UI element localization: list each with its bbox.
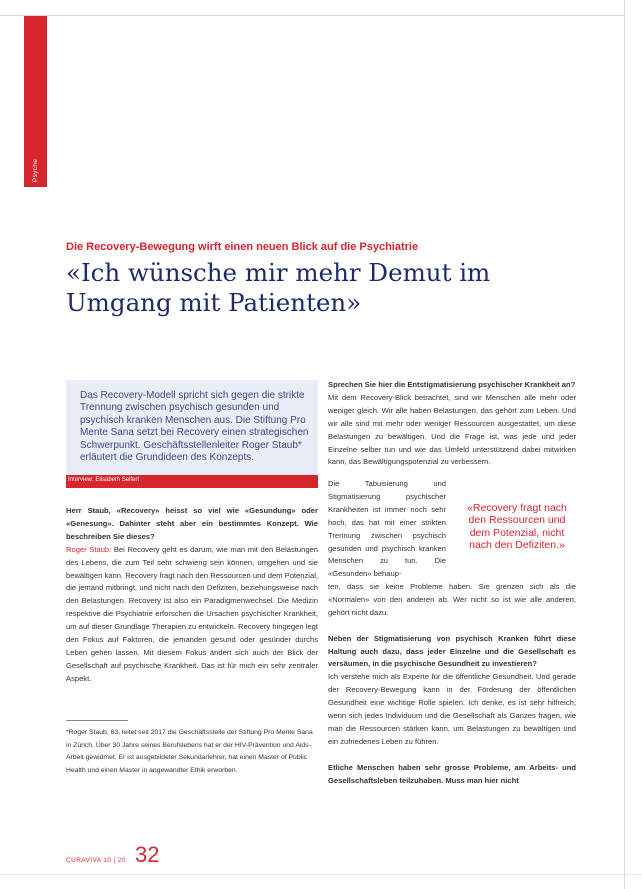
question-3: Neben der Stigmatisierung von psychisch Kranken führt diese Haltung auch dazu, dass jeder Einzelne und die Gesellschaft es versäumen, in die psychische Gesundheit zu investieren? — [328, 633, 576, 669]
page-number: 32 — [135, 842, 160, 867]
section-tab-label: Psyche — [32, 158, 39, 182]
answer-2-top: Mit dem Recovery-Blick betrachtet, sind wir Menschen alle mehr oder weniger gleich. Wir alle haben Belastungen, das gehört zum Leben. Und wir alle sind mit mehr oder weniger Ressourcen ausgestattet, um diese Belastungen zu bewältigen. Und die Frage ist, was jede und jeder Einzelne selber tun und wie das Umfeld unterstützend dabei mitwirken kann, das Bewältigungspotenzial zu verbessern. — [328, 392, 576, 467]
kicker: Die Recovery-Bewegung wirft einen neuen Blick auf die Psychiatrie — [66, 241, 419, 253]
right-column-bottom — [328, 581, 576, 788]
magazine-name: CURAVIVA 10 | 20 — [66, 857, 126, 864]
question-2: Sprechen Sie hier die Entstigmatisierung psychischer Krankheit an? — [328, 380, 576, 389]
footnote: *Roger Staub, 63, leitet seit 2017 die Geschäftsstelle der Stiftung Pro Mente Sana in Zürich. Über 30 Jahre seines Berufslebens hat er der HIV-Prävention und Aids-Arbeit gewidmet. Er ist ausgebildeter Sekundarlehrer, hat einen Master of Public Health und einen Master in angewandter Ethik erworben. — [66, 729, 313, 775]
answer-2-continued: ten, dass sie keine Probleme haben. Sie grenzen sich als die «Normalen» von den anderen ab. Wer nicht so ist wie alle anderen, gehört nicht dazu. — [328, 582, 576, 617]
answer-1: Bei Recovery geht es darum, wie man mit den Belastungen des Lebens, die zum Teil sehr schwierig sein können, umgehen und sie bewältigen kann. Recovery fragt nach den Ressourcen und dem Potenzial, die jemand mitbringt, und nicht nach den Defiziten, beziehungsweise nach den Belastungen. Recovery ist also ein Paradigmenwechsel. Die Medizin respektive die Psychiatrie erforschen die Ursachen psychischer Krankheit, um auf dieser Grundlage Therapien zu entwickeln. Recovery hingegen legt den Fokus auf Faktoren, die jemanden gesund oder gesünder durchs Leben gehen lassen. Mit diesem Fokus ändert sich auch der Blick der Gesellschaft auf psychische Krankheit. Das ist für mich ein sehr zentraler Aspekt. — [66, 544, 318, 683]
question-1: Herr Staub, «Recovery» heisst so viel wie «Gesundung» oder «Genesung». Dahinter steht aber ein bestimmtes Konzept. Wie beschreiben Sie dieses? — [66, 506, 318, 541]
answer-2-narrow: Die Tabuisierung und Stigmatisierung psychischer Krankheiten ist immer noch sehr hoch, das hat mit einer strikten Trennung zwischen psychisch gesunden und psychisch kranken Menschen zu tun. Die «Gesunden» behaup- — [328, 479, 446, 579]
page-title: «Ich wünsche mir mehr Demut im Umgang mit Patienten» — [66, 258, 491, 317]
right-column-narrow — [328, 478, 446, 581]
footnote-rule — [66, 720, 128, 721]
right-column-top — [328, 379, 576, 469]
lead-text: Das Recovery-Modell spricht sich gegen die strikte Trennung zwischen psychisch gesunden und psychisch kranken Menschen aus. Die Stiftung Pro Mente Sana setzt bei Recovery einen strategischen Schwerpunkt. Geschäftsstellenleiter Roger Staub* erläutert die Grundideen des Konzepts. — [80, 390, 309, 464]
bottom-rule — [0, 874, 642, 875]
left-column — [66, 505, 318, 686]
top-rule — [0, 15, 624, 16]
question-4: Etliche Menschen haben sehr grosse Probleme, am Arbeits- und Gesellschaftsleben teilzuhaben. Muss man hier nicht — [328, 762, 576, 785]
answer-3: Ich verstehe mich als Experte für die öffentliche Gesundheit. Und gerade der Recovery-Bewegung kann in der Förderung der öffentlichen Gesundheit eine wichtige Rolle spielen. Ich denke, es ist sehr hilfreich, wenn sich jedes Individuum und die Gesellschaft als Ganzes fragen, wie man die Ressourcen stärken kann, um Belastungen zu bewältigen und ein zufriedenes Leben zu führen. — [328, 672, 576, 746]
speaker-name: Roger Staub: — [66, 544, 112, 554]
right-margin-rule — [624, 0, 625, 889]
pullquote: «Recovery fragt nach den Ressourcen und dem Potenzial, nicht nach den Defiziten.» — [467, 502, 567, 552]
interview-credit: Interview: Elisabeth Seifert — [68, 477, 140, 483]
